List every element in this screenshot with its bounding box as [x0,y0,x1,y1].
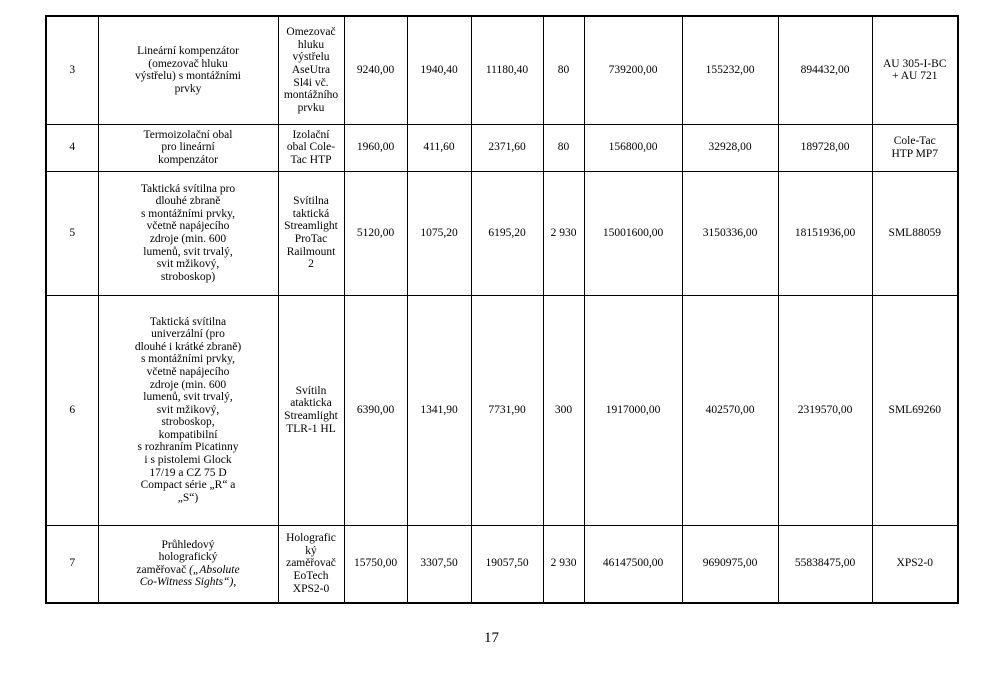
total-with-vat: 189728,00 [778,124,872,171]
product-code: XPS2-0 [872,525,958,603]
unit-price-with-vat: 2371,60 [471,124,543,171]
quantity: 2 930 [543,171,584,295]
table-row [46,171,958,295]
unit-price: 1960,00 [344,124,407,171]
total-with-vat: 894432,00 [778,16,872,124]
unit-price-with-vat: 7731,90 [471,295,543,525]
quantity: 300 [543,295,584,525]
item-description: Lineární kompenzátor (omezovač hluku výstřelu) s montážními prvky [98,16,278,124]
unit-price-with-vat: 6195,20 [471,171,543,295]
table-row [46,295,958,525]
page-number: 17 [484,630,499,646]
item-description [98,525,278,603]
total-price: 156800,00 [584,124,682,171]
vat-amount: 1075,20 [407,171,471,295]
row-number: 6 [46,295,98,525]
unit-price: 5120,00 [344,171,407,295]
equipment-price-table [45,15,959,604]
vat-amount: 3307,50 [407,525,471,603]
item-description-text: Průhledový holografický zaměřovač [136,538,218,576]
quantity: 2 930 [543,525,584,603]
quantity: 80 [543,16,584,124]
item-description: Taktická svítilna univerzální (pro dlouhé i krátké zbraně) s montážními prvky, včetně napájecího zdroje (min. 600 lumenů, svit trvalý, svit mžikový, stroboskop, kompatibilní s rozhraním Picatinny i s pistolemi Glock 17/19 a CZ 75 D Compact série „R“ a „S“) [98,295,278,525]
table-row [46,16,958,124]
total-vat: 402570,00 [682,295,778,525]
unit-price: 15750,00 [344,525,407,603]
vat-amount: 411,60 [407,124,471,171]
product-name: Omezovač hluku výstřelu AseUtra Sl4i vč. montážního prvku [278,16,344,124]
unit-price: 9240,00 [344,16,407,124]
vat-amount: 1940,40 [407,16,471,124]
item-description: Termoizolační obal pro lineární kompenzátor [98,124,278,171]
total-price: 1917000,00 [584,295,682,525]
product-name: Holografic ký zaměřovač EoTech XPS2-0 [278,525,344,603]
row-number: 4 [46,124,98,171]
unit-price-with-vat: 11180,40 [471,16,543,124]
product-code: AU 305-I-BC + AU 721 [872,16,958,124]
total-with-vat: 18151936,00 [778,171,872,295]
item-description: Taktická svítilna pro dlouhé zbraně s montážními prvky, včetně napájecího zdroje (min. 600 lumenů, svit trvalý, svit mžikový, stroboskop) [98,171,278,295]
total-vat: 155232,00 [682,16,778,124]
total-price: 46147500,00 [584,525,682,603]
table-row [46,525,958,603]
table-row [46,124,958,171]
product-name: Svítilna taktická Streamlight ProTac Railmount 2 [278,171,344,295]
row-number: 7 [46,525,98,603]
product-name: Svítiln atakticka Streamlight TLR-1 HL [278,295,344,525]
product-code: Cole-Tac HTP MP7 [872,124,958,171]
product-name: Izolační obal Cole- Tac HTP [278,124,344,171]
unit-price: 6390,00 [344,295,407,525]
item-description-italic: („Absolute Co-Witness Sights“), [139,563,240,589]
total-with-vat: 2319570,00 [778,295,872,525]
total-with-vat: 55838475,00 [778,525,872,603]
unit-price-with-vat: 19057,50 [471,525,543,603]
row-number: 5 [46,171,98,295]
total-price: 739200,00 [584,16,682,124]
total-price: 15001600,00 [584,171,682,295]
product-code: SML88059 [872,171,958,295]
total-vat: 9690975,00 [682,525,778,603]
total-vat: 32928,00 [682,124,778,171]
vat-amount: 1341,90 [407,295,471,525]
product-code: SML69260 [872,295,958,525]
total-vat: 3150336,00 [682,171,778,295]
row-number: 3 [46,16,98,124]
quantity: 80 [543,124,584,171]
